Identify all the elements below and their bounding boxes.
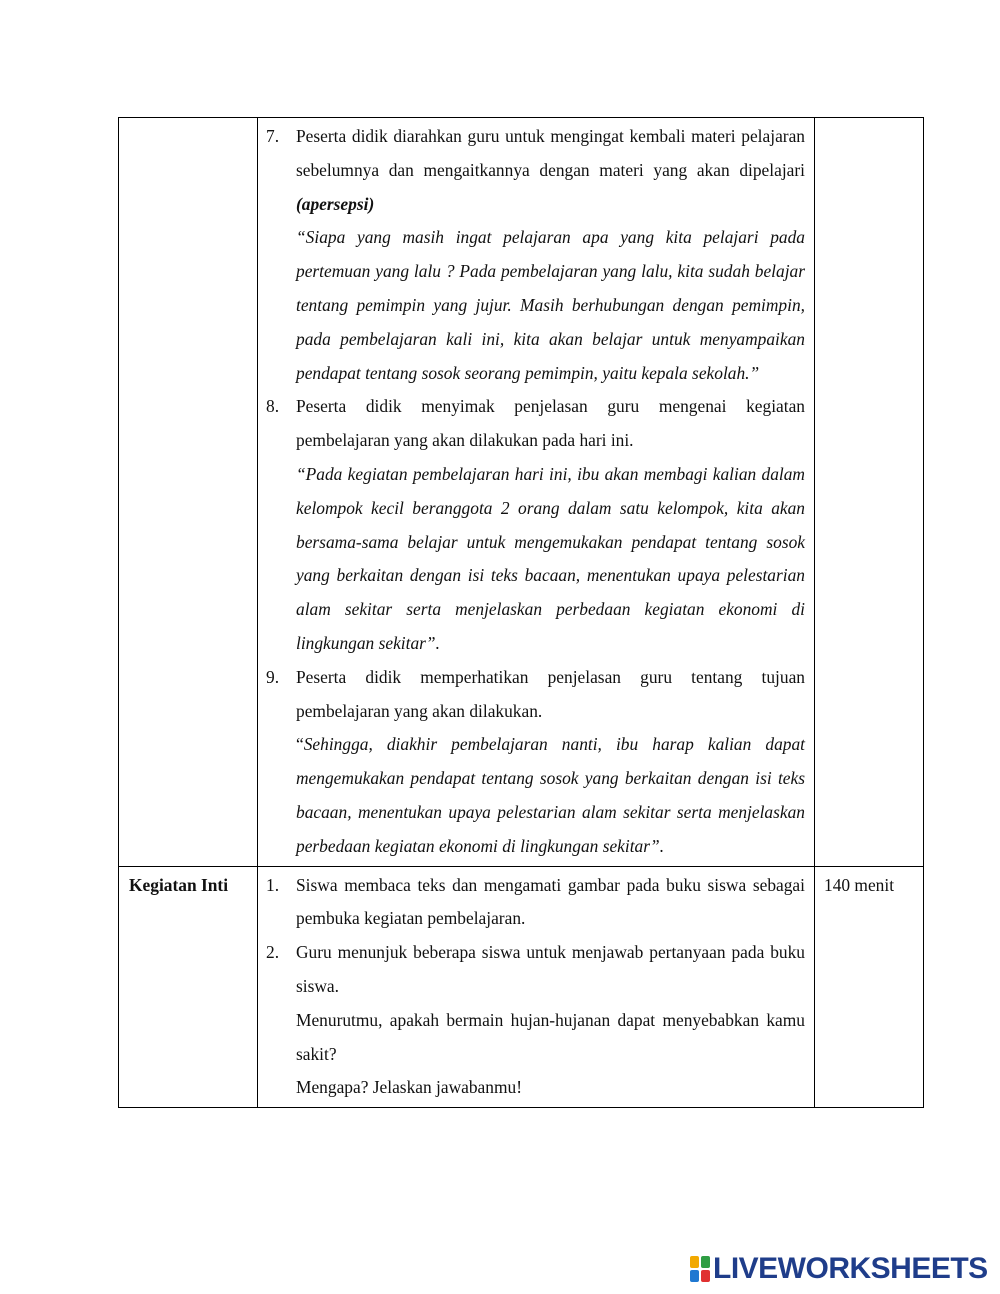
liveworksheets-logo-icon [690,1256,710,1282]
teacher-quote: “Pada kegiatan pembelajaran hari ini, ibu akan membagi kalian dalam kelompok kecil beranggota 2 orang dalam satu kelompok, kita akan bersama-sama belajar untuk mengemukakan pendapat tentang sosok yang berkaitan dengan isi teks bacaan, menentukan upaya pelestarian alam sekitar serta menjelaskan perbedaan kegiatan ekonomi di lingkungan sekitar”. [296,463,805,653]
phase-cell [119,866,258,1108]
phase-label [119,118,257,120]
list-item [266,869,805,937]
list-item [266,936,805,1105]
question-text: Menurutmu, apakah bermain hujan-hujanan dapat menyebabkan kamu sakit? [296,1009,805,1064]
item-text: Siswa membaca teks dan mengamati gambar pada buku siswa sebagai pembuka kegiatan pembelajaran. [296,874,805,929]
teacher-quote: “Siapa yang masih ingat pelajaran apa yang kita pelajari pada pertemuan yang lalu ? Pada pembelajaran yang lalu, kita sudah belajar tentang pemimpin yang jujur. Masih berhubungan dengan pemimpin, pada pembelajaran kali ini, kita akan belajar untuk menyampaikan pendapat tentang sosok seorang pemimpin, yaitu kepala sekolah.” [296,227,805,383]
teacher-quote: “Sehingga, diakhir pembelajaran nanti, ibu harap kalian dapat mengemukakan pendapat tentang sosok yang berkaitan dengan isi teks bacaan, menentukan upaya pelestarian alam sekitar serta menjelaskan perbedaan kegiatan ekonomi di lingkungan sekitar”. [296,734,805,856]
item-text: Peserta didik diarahkan guru untuk mengingat kembali materi pelajaran sebelumnya dan mengaitkannya dengan materi yang akan dipelajari (apersepsi) [296,126,805,214]
lesson-plan-table [118,117,924,1108]
table-row [119,118,924,867]
table-row [119,866,924,1108]
activities-cell [258,866,815,1108]
duration-cell [815,866,924,1108]
apersepsi-label: (apersepsi) [296,193,375,214]
activities-cell [258,118,815,867]
question-text: Mengapa? Jelaskan jawabanmu! [296,1077,522,1098]
item-text: Guru menunjuk beberapa siswa untuk menjawab pertanyaan pada buku siswa. [296,942,805,996]
item-number: 8. [266,396,280,417]
list-item [266,120,805,390]
item-text: Peserta didik memperhatikan penjelasan guru tentang tujuan pembelajaran yang akan dilakukan. [296,666,805,721]
list-item [266,661,805,864]
item-number: 2. [266,942,280,963]
duration-label [815,118,923,120]
item-number: 9. [266,666,280,687]
phase-cell [119,118,258,867]
liveworksheets-logo[interactable] [690,1252,988,1286]
list-item [266,390,805,660]
item-number: 7. [266,126,280,146]
phase-label: Kegiatan Inti [129,874,229,895]
duration-cell [815,118,924,867]
duration-label: 140 menit [824,874,895,895]
logo-text: LIVEWORKSHEETS [713,1252,988,1285]
item-number: 1. [266,874,280,895]
item-text: Peserta didik menyimak penjelasan guru mengenai kegiatan pembelajaran yang akan dilakukan pada hari ini. [296,396,805,451]
